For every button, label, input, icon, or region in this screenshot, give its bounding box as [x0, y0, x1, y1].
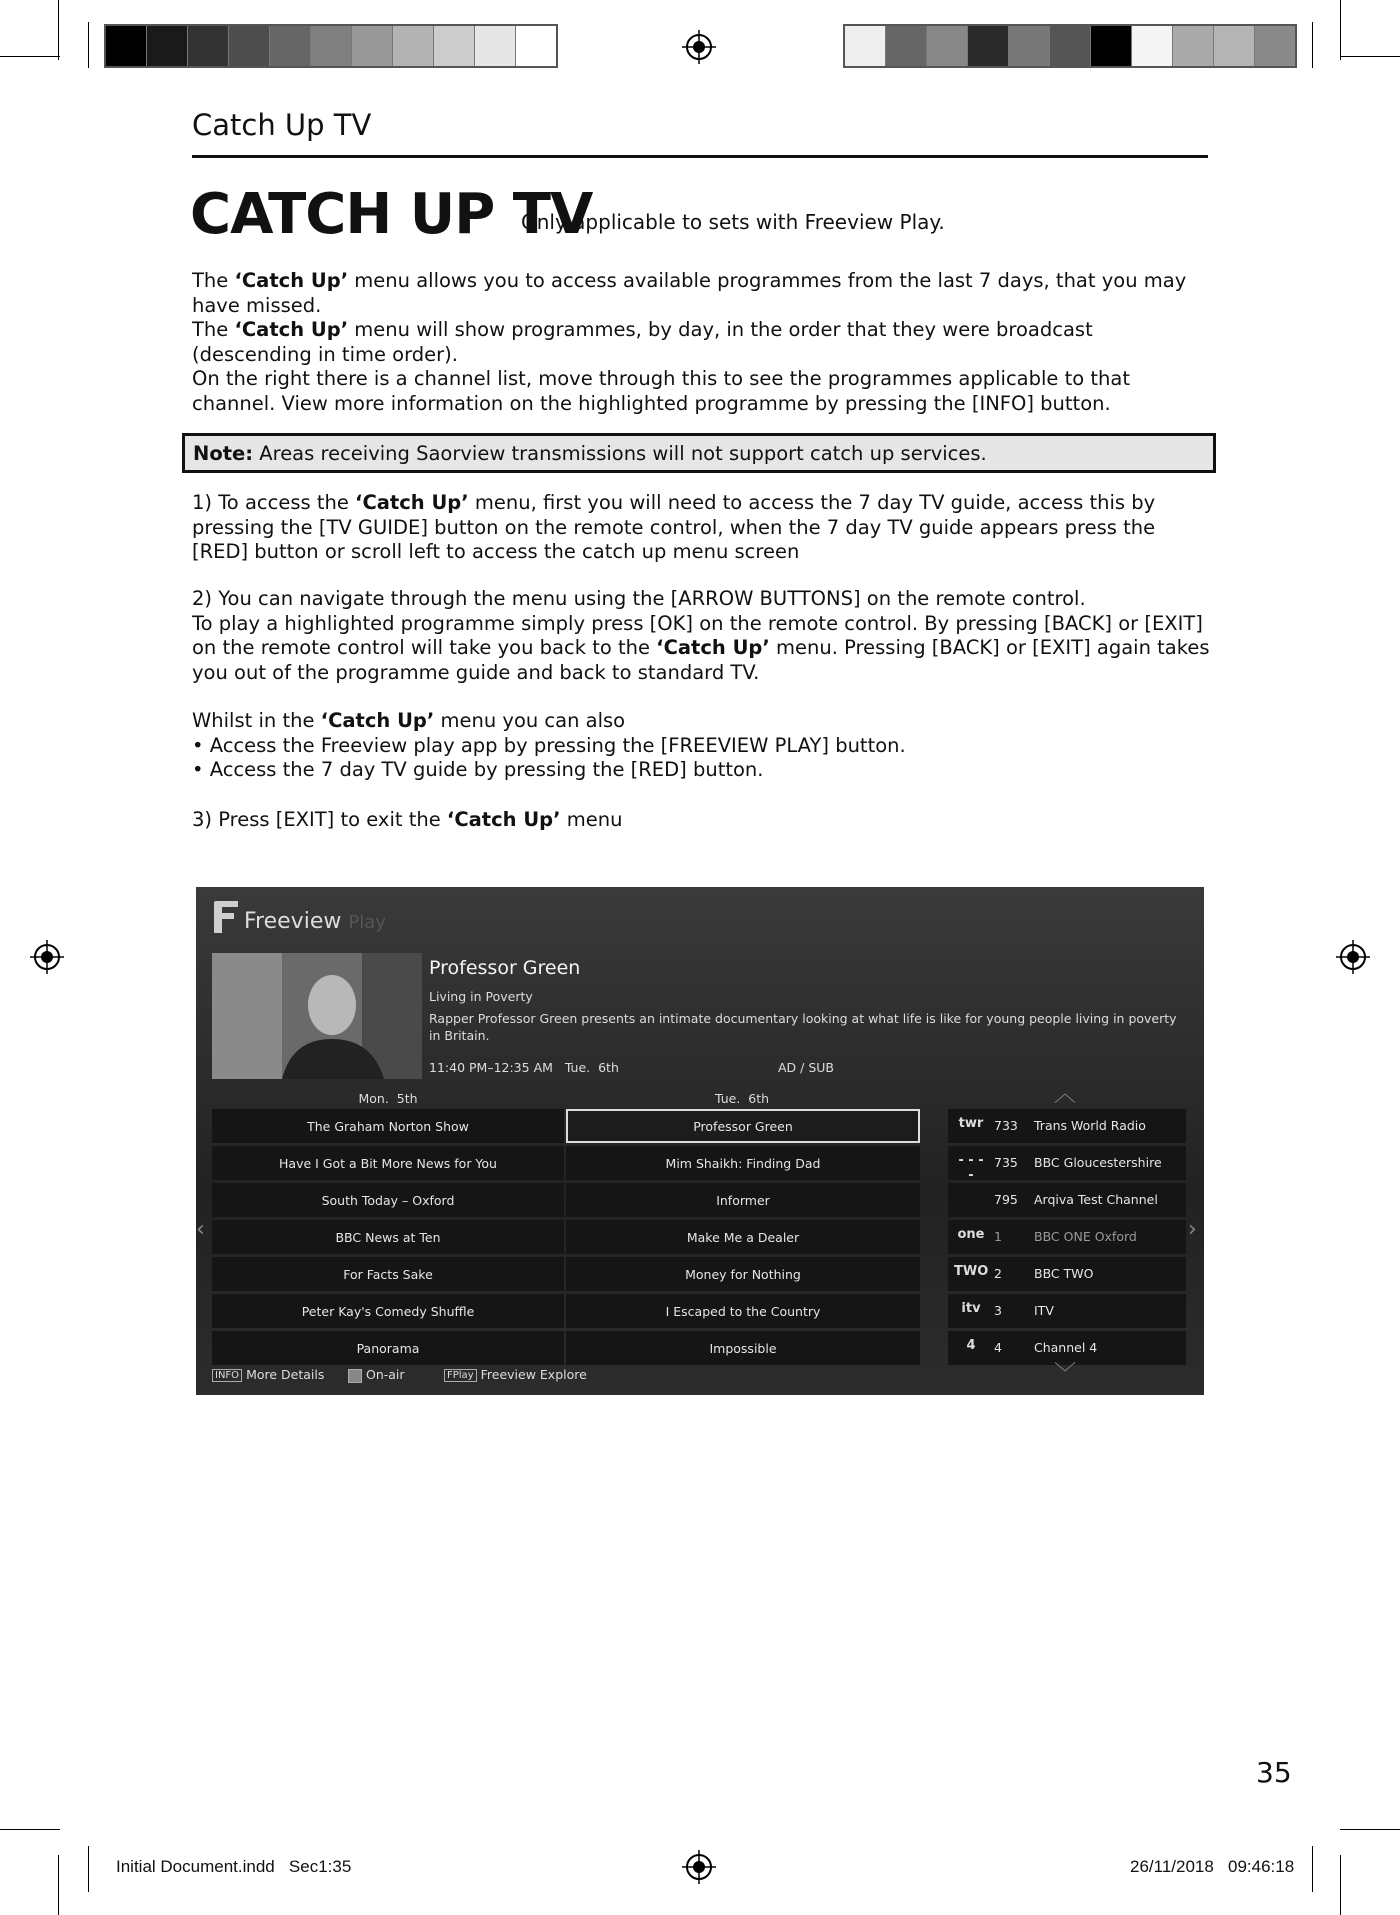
registration-mark-icon — [682, 30, 716, 64]
channel-logo-icon: TWO — [954, 1264, 989, 1279]
programme-description: Rapper Professor Green presents an intimate documentary looking at what life is like for young people living in poverty in Britain. — [429, 1011, 1177, 1043]
crop-mark — [58, 1855, 59, 1915]
channel-logo-icon: 4 — [966, 1338, 976, 1353]
crop-mark — [1340, 0, 1341, 60]
day-header-tue: Tue. 6th — [714, 1091, 770, 1106]
intro-paragraph-1: The ‘Catch Up’ menu allows you to access available programmes from the last 7 days, that you may have missed. — [192, 269, 1187, 317]
registration-mark-icon — [30, 940, 64, 974]
programme-cell[interactable]: For Facts Sake — [212, 1257, 564, 1291]
legend-freeview-explore: FPlay Freeview Explore — [444, 1367, 587, 1382]
channel-name: BBC Gloucestershire — [1034, 1155, 1162, 1170]
scroll-right-icon[interactable]: › — [1188, 1217, 1197, 1242]
note-label: Note: — [193, 442, 254, 465]
section-divider — [192, 155, 1208, 158]
programme-cell[interactable]: Make Me a Dealer — [566, 1220, 920, 1254]
channel-row[interactable] — [948, 1146, 1186, 1183]
freeview-logo: Freeview Play — [244, 909, 386, 934]
crop-mark — [0, 1829, 60, 1830]
programme-episode: Living in Poverty — [429, 989, 533, 1004]
programme-cell[interactable]: BBC News at Ten — [212, 1220, 564, 1254]
scroll-down-icon[interactable]: ﹀ — [1054, 1362, 1077, 1387]
programme-cell[interactable]: Professor Green — [566, 1109, 920, 1143]
info-key-icon: INFO — [212, 1369, 242, 1382]
programme-cell[interactable]: Money for Nothing — [566, 1257, 920, 1291]
channel-number: 795 — [994, 1192, 1018, 1207]
crop-mark — [0, 56, 60, 57]
programme-cell[interactable]: The Graham Norton Show — [212, 1109, 564, 1143]
programme-time: 11:40 PM–12:35 AM Tue. 6th — [429, 1060, 619, 1075]
crop-mark — [1312, 22, 1313, 68]
note-text: Areas receiving Saorview transmissions will not support catch up services. — [253, 442, 987, 465]
programme-flags: AD / SUB — [778, 1060, 834, 1075]
channel-logo-icon: one — [957, 1227, 985, 1242]
intro-paragraph-2: The ‘Catch Up’ menu will show programmes, by day, in the order that they were broadcast (descending in time order). — [192, 318, 1093, 366]
channel-row[interactable] — [948, 1257, 1186, 1291]
programme-cell[interactable]: South Today – Oxford — [212, 1183, 564, 1217]
programme-thumbnail — [212, 953, 422, 1079]
channel-number: 4 — [994, 1340, 1002, 1355]
channel-name: Trans World Radio — [1034, 1118, 1146, 1133]
note-box — [182, 433, 1216, 473]
channel-logo-icon: twr — [958, 1116, 984, 1131]
programme-cell[interactable]: Informer — [566, 1183, 920, 1217]
channel-number: 1 — [994, 1229, 1002, 1244]
programme-cell[interactable]: Mim Shaikh: Finding Dad — [566, 1146, 920, 1180]
grayscale-calibration-bar-left — [104, 24, 558, 68]
intro-text — [192, 269, 1212, 417]
programme-cell[interactable]: I Escaped to the Country — [566, 1294, 920, 1328]
registration-mark-icon — [682, 1850, 716, 1884]
bullet-item: • Access the Freeview play app by pressing the [FREEVIEW PLAY] button. — [192, 733, 906, 757]
step-1: 1) To access the ‘Catch Up’ menu, first you will need to access the 7 day TV guide, access this by pressing the [TV GUIDE] button on the remote control, when the 7 day TV guide appears press the [RED] button or scroll left to access the catch up menu screen — [192, 491, 1156, 564]
step-3: 3) Press [EXIT] to exit the ‘Catch Up’ menu — [192, 808, 623, 831]
bullet-item: • Access the 7 day TV guide by pressing the [RED] button. — [192, 758, 764, 782]
crop-mark — [58, 0, 59, 60]
scroll-up-icon[interactable]: ︿ — [1054, 1082, 1077, 1107]
legend-info: INFO More Details — [212, 1367, 324, 1382]
section-title: Catch Up TV — [192, 108, 372, 142]
crop-mark — [1340, 1855, 1341, 1915]
channel-logo-icon: - - - - — [958, 1153, 984, 1183]
day-header-mon: Mon. 5th — [358, 1091, 418, 1106]
page-number: 35 — [1256, 1756, 1292, 1789]
page-subtitle: Only applicable to sets with Freeview Play. — [521, 210, 945, 234]
on-air-swatch-icon — [348, 1369, 362, 1383]
channel-row[interactable] — [948, 1109, 1186, 1143]
channel-name: BBC TWO — [1034, 1266, 1094, 1281]
channel-row[interactable] — [948, 1220, 1186, 1254]
freeview-logo-icon — [212, 899, 240, 935]
crop-mark — [1340, 56, 1400, 57]
programme-cell[interactable]: Have I Got a Bit More News for You — [212, 1146, 564, 1180]
channel-number: 733 — [994, 1118, 1018, 1133]
crop-mark — [88, 22, 89, 68]
catch-up-options: Whilst in the ‘Catch Up’ menu you can also • Access the Freeview play app by pressing the [FREEVIEW PLAY] button. • Access the 7 day TV guide by pressing the [RED] button. — [192, 709, 1212, 783]
registration-mark-icon — [1336, 940, 1370, 974]
crop-mark — [88, 1846, 89, 1892]
programme-cell[interactable]: Panorama — [212, 1331, 564, 1365]
catch-up-screenshot — [196, 887, 1204, 1395]
channel-name: Channel 4 — [1034, 1340, 1098, 1355]
channel-name: Arqiva Test Channel — [1034, 1192, 1158, 1207]
programme-title: Professor Green — [429, 957, 581, 979]
print-slug-date: 26/11/2018 09:46:18 — [1130, 1857, 1295, 1876]
channel-name: BBC ONE Oxford — [1034, 1229, 1137, 1244]
channel-number: 2 — [994, 1266, 1002, 1281]
freeview-play-key-icon: FPlay — [444, 1369, 477, 1382]
programme-cell[interactable]: Impossible — [566, 1331, 920, 1365]
channel-row[interactable] — [948, 1294, 1186, 1328]
print-slug-file: Initial Document.indd Sec1:35 — [116, 1857, 352, 1876]
channel-logo-icon: itv — [961, 1301, 981, 1316]
page-title: CATCH UP TV — [190, 182, 593, 247]
channel-number: 3 — [994, 1303, 1002, 1318]
intro-paragraph-3: On the right there is a channel list, move through this to see the programmes applicable to that channel. View more information on the highlighted programme by pressing the [INFO] button. — [192, 367, 1130, 415]
channel-row[interactable] — [948, 1183, 1186, 1217]
channel-name: ITV — [1034, 1303, 1054, 1318]
scroll-left-icon[interactable]: ‹ — [196, 1217, 205, 1242]
legend-on-air: On-air — [348, 1367, 405, 1383]
programme-cell[interactable]: Peter Kay's Comedy Shuffle — [212, 1294, 564, 1328]
step-2: 2) You can navigate through the menu using the [ARROW BUTTONS] on the remote control. To play a highlighted programme simply press [OK] on the remote control. By pressing [BACK] or [EXIT] on the remote control will take you back to the ‘Catch Up’ menu. Pressing [BACK] or [EXIT] again takes you out of the programme guide and back to standard TV. — [192, 587, 1210, 684]
grayscale-calibration-bar-right — [843, 24, 1297, 68]
channel-number: 735 — [994, 1155, 1018, 1170]
channel-logo-icon — [954, 1190, 988, 1210]
crop-mark — [1312, 1846, 1313, 1892]
crop-mark — [1340, 1829, 1400, 1830]
